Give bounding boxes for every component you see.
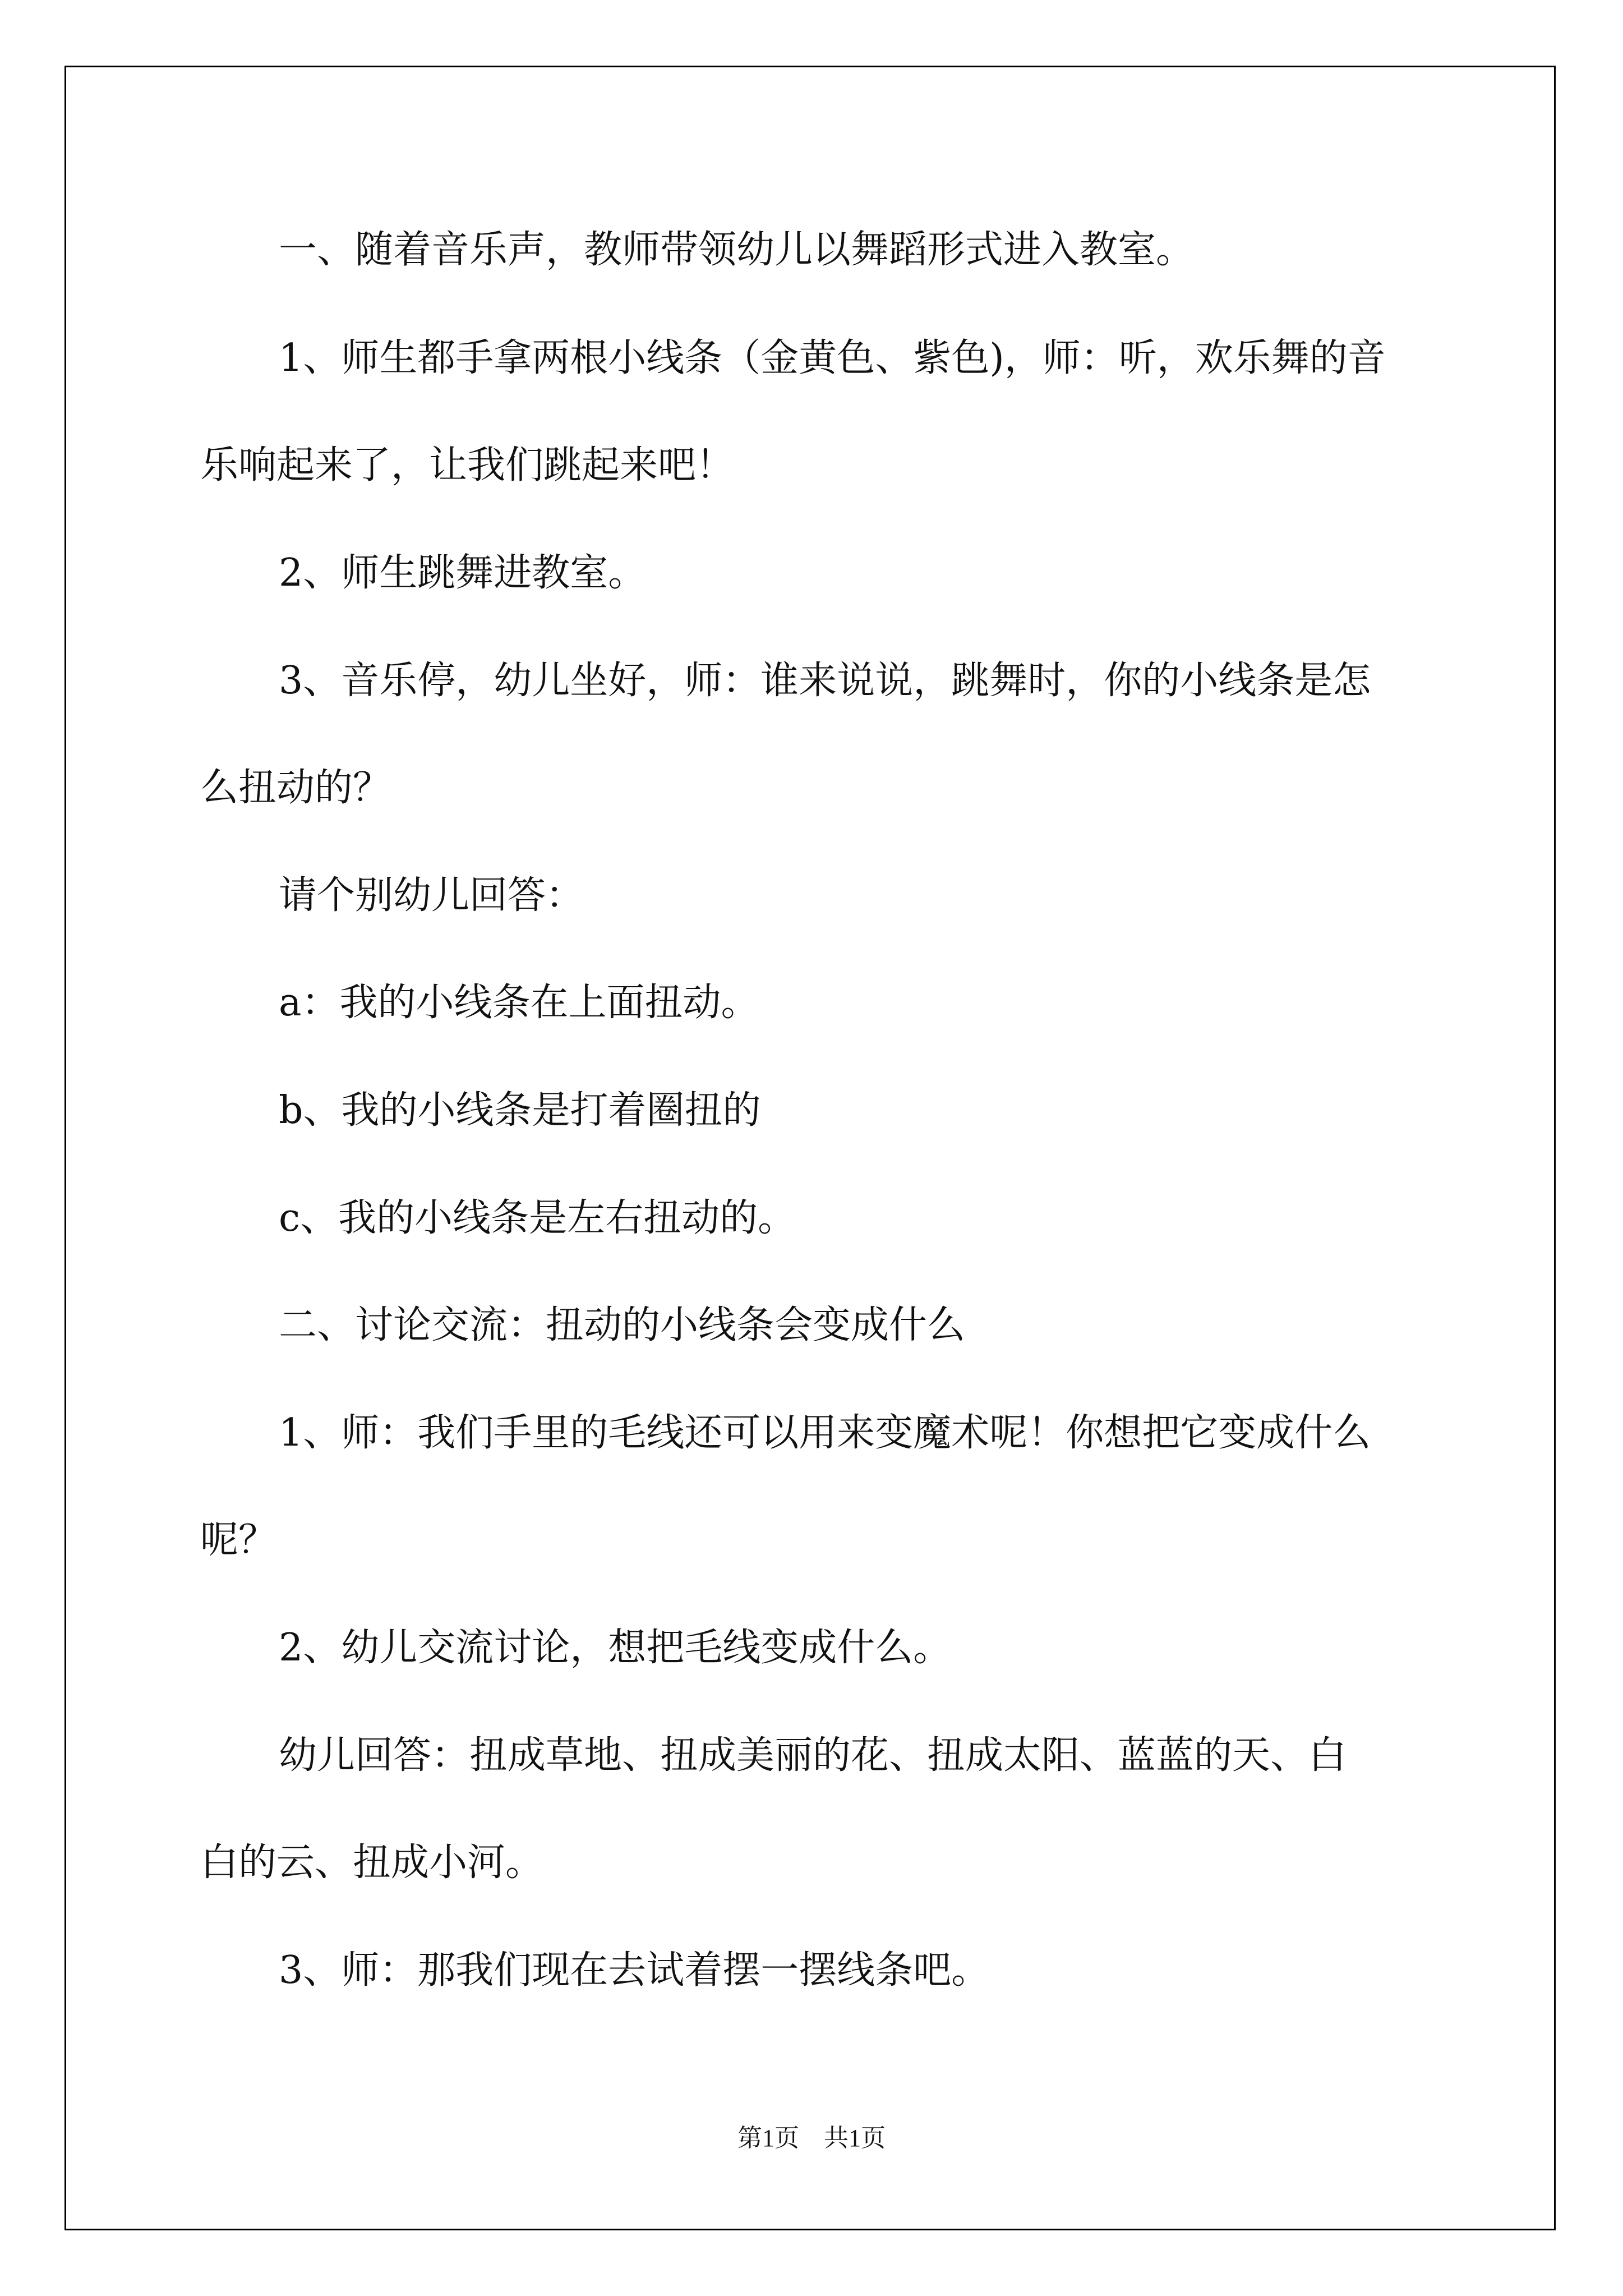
paragraph-line: 1、师：我们手里的毛线还可以用来变魔术呢！你想把它变成什么 bbox=[279, 1411, 1371, 1455]
paragraph-line: 请个别幼儿回答： bbox=[279, 873, 584, 918]
page-number-footer: 第1页 共1页 bbox=[737, 2124, 886, 2152]
paragraph-line: 幼儿回答：扭成草地、扭成美丽的花、扭成太阳、蓝蓝的天、白 bbox=[279, 1733, 1347, 1778]
paragraph-line: 呢？ bbox=[200, 1518, 277, 1562]
paragraph-line: 3、音乐停，幼儿坐好，师：谁来说说，跳舞时，你的小线条是怎 bbox=[279, 659, 1371, 703]
page-border bbox=[64, 66, 1556, 2230]
paragraph-line: a：我的小线条在上面扭动。 bbox=[279, 981, 759, 1025]
paragraph-line: 3、师：那我们现在去试着摆一摆线条吧。 bbox=[279, 1948, 990, 1993]
paragraph-line: 么扭动的？ bbox=[200, 766, 391, 810]
paragraph-line: 2、幼儿交流讨论，想把毛线变成什么。 bbox=[279, 1626, 952, 1670]
paragraph-line: b、我的小线条是打着圈扭的 bbox=[279, 1088, 761, 1133]
paragraph-line: 二、讨论交流：扭动的小线条会变成什么 bbox=[279, 1303, 966, 1347]
paragraph-line: 1、师生都手拿两根小线条（金黄色、紫色)，师：听，欢乐舞的音 bbox=[279, 336, 1386, 380]
paragraph-line: 一、随着音乐声，教师带领幼儿以舞蹈形式进入教室。 bbox=[279, 228, 1195, 272]
paragraph-line: 2、师生跳舞进教室。 bbox=[279, 551, 647, 595]
paragraph-line: c、我的小线条是左右扭动的。 bbox=[279, 1196, 796, 1240]
paragraph-line: 乐响起来了，让我们跳起来吧！ bbox=[200, 443, 735, 487]
paragraph-line: 白的云、扭成小河。 bbox=[200, 1841, 544, 1885]
